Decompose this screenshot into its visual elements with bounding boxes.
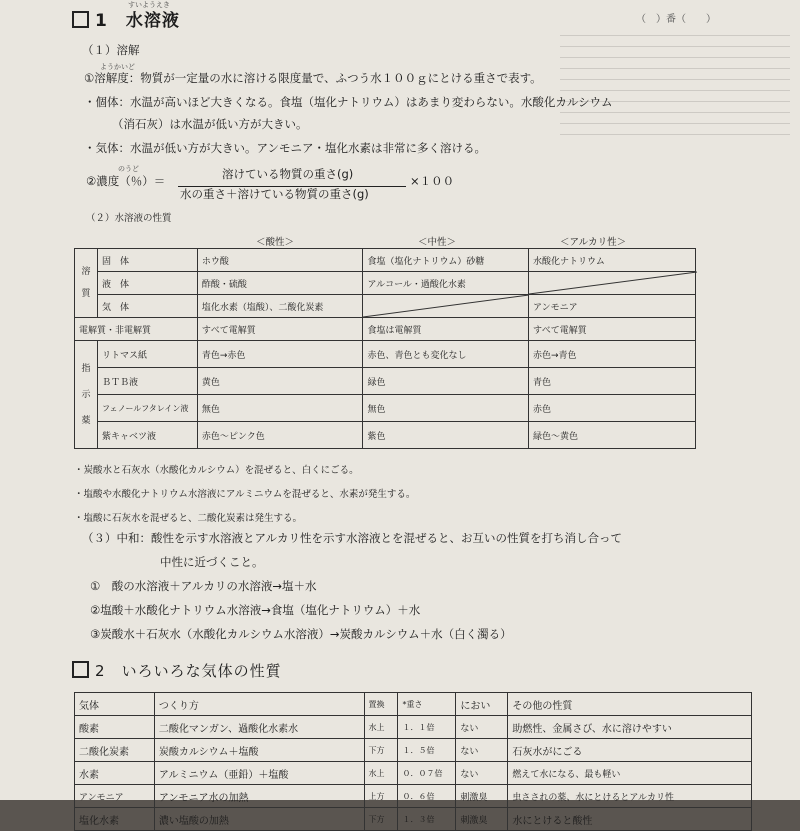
table-row [75, 739, 752, 762]
cell-neutral: アルコール・過酸化水素 [363, 272, 529, 295]
header-gas: 気体 [75, 693, 155, 716]
conc-label: ②濃度（％）＝ [86, 174, 166, 188]
cell-acid: 赤色～ピンク色 [197, 422, 363, 449]
gas-collection: 水上 [364, 716, 398, 739]
cell-alkali-diagonal [528, 272, 695, 295]
col-acid-label: ＜酸性＞ [256, 237, 295, 248]
solute-group-label: 溶質 [75, 249, 98, 318]
conc-denominator: 水の重さ＋溶けている物質の重さ(g) [180, 187, 369, 201]
cell-acid: ホウ酸 [197, 249, 363, 272]
table-row [75, 716, 752, 739]
gas-other: 燃えて水になる、最も軽い [508, 762, 752, 785]
table-row [75, 422, 696, 449]
section-2-number: 2 [95, 662, 106, 680]
s1-heading: （１）溶解 [82, 43, 140, 57]
gas-weight: １．３倍 [398, 808, 456, 831]
conc-times-100: ×１００ [410, 174, 455, 188]
aqueous-properties-table [74, 248, 696, 449]
gas-smell: ない [456, 762, 508, 785]
cell-acid: 酢酸・硫酸 [197, 272, 363, 295]
table-row [75, 318, 696, 341]
header-other: その他の性質 [508, 693, 752, 716]
row-label: ＢＴＢ液 [97, 368, 197, 395]
gas-name: 酸素 [75, 716, 155, 739]
gas-other: 虫さされの薬、水にとけるとアルカリ性 [508, 785, 752, 808]
s1-line-3: （消石灰）は水温が低い方が大きい。 [112, 117, 308, 131]
s3-equation-1: ① 酸の水溶液＋アルカリの水溶液→塩＋水 [90, 579, 317, 593]
cell-alkali: アンモニア [528, 295, 695, 318]
s1-line-1: ①溶解度：物質が一定量の水に溶ける限度量で、ふつう水１００ｇにとける重さで表す。 [84, 71, 542, 85]
row-label: 液 体 [97, 272, 197, 295]
header-name-field: （ ）番（ ） [636, 14, 716, 25]
table-row [75, 395, 696, 422]
checkbox-icon [72, 11, 89, 28]
header-weight: *重さ [398, 693, 456, 716]
table-row [75, 295, 696, 318]
section-1-ruby: すいようえき [128, 1, 170, 9]
cell-acid: すべて電解質 [197, 318, 363, 341]
s1-line-2: ・個体：水温が高いほど大きくなる。食塩（塩化ナトリウム）はあまり変わらない。水酸化カルシウム [84, 95, 613, 109]
cell-neutral: 赤色、青色とも変化なし [363, 341, 529, 368]
col-neutral-label: ＜中性＞ [418, 237, 457, 248]
cell-acid: 無色 [197, 395, 363, 422]
bleed-through-texture [560, 35, 790, 145]
gas-properties-table [74, 692, 752, 831]
gas-smell: ない [456, 716, 508, 739]
gas-method: 炭酸カルシウム＋塩酸 [154, 739, 364, 762]
cell-acid: 青色→赤色 [197, 341, 363, 368]
header-method: つくり方 [154, 693, 364, 716]
row-label: 紫キャベツ液 [97, 422, 197, 449]
s3-line-1: （３）中和：酸性を示す水溶液とアルカリ性を示す水溶液とを混ぜると、お互いの性質を打ち消し合って [82, 531, 623, 545]
cell-neutral-diagonal [363, 295, 529, 318]
gas-method: アルミニウム（亜鉛）＋塩酸 [154, 762, 364, 785]
s3-equation-2: ②塩酸＋水酸化ナトリウム水溶液→食塩（塩化ナトリウム）＋水 [90, 603, 421, 617]
table-row [75, 368, 696, 395]
note-3: ・塩酸に石灰水を混ぜると、二酸化炭素は発生する。 [74, 513, 303, 524]
cell-alkali: 水酸化ナトリウム [528, 249, 695, 272]
gas-name: アンモニア [75, 785, 155, 808]
gas-weight: １．１倍 [398, 716, 456, 739]
cell-acid: 塩化水素（塩酸）、二酸化炭素 [197, 295, 363, 318]
gas-method: 濃い塩酸の加熱 [154, 808, 364, 831]
gas-weight: ０．０７倍 [398, 762, 456, 785]
s3-equation-3: ③炭酸水＋石灰水（水酸化カルシウム水溶液）→炭酸カルシウム＋水（白く濁る） [90, 627, 512, 641]
diagonal-line-icon [363, 295, 529, 317]
cell-alkali: すべて電解質 [528, 318, 695, 341]
header-smell: におい [456, 693, 508, 716]
s2-heading: （２）水溶液の性質 [86, 213, 172, 224]
cell-neutral: 無色 [363, 395, 529, 422]
row-label: 固 体 [97, 249, 197, 272]
table-row [75, 249, 696, 272]
section-1-number: 1 [95, 11, 108, 31]
header-collection: 置換 [364, 693, 398, 716]
table-row [75, 808, 752, 831]
row-label: フェノールフタレイン液 [97, 395, 197, 422]
cell-alkali: 青色 [528, 368, 695, 395]
gas-collection: 下方 [364, 808, 398, 831]
checkbox-icon [72, 661, 89, 678]
row-label: 気 体 [97, 295, 197, 318]
gas-smell: ない [456, 739, 508, 762]
table-row [75, 762, 752, 785]
gas-smell: 刺激臭 [456, 808, 508, 831]
gas-collection: 上方 [364, 785, 398, 808]
table-row [75, 785, 752, 808]
gas-method: アンモニア水の加熱 [154, 785, 364, 808]
gas-collection: 水上 [364, 762, 398, 785]
conc-ruby: のうど [118, 165, 139, 173]
row-label: リトマス紙 [97, 341, 197, 368]
table-header-row [75, 693, 752, 716]
cell-neutral: 緑色 [363, 368, 529, 395]
s3-line-2: 中性に近づくこと。 [160, 555, 264, 569]
cell-acid: 黄色 [197, 368, 363, 395]
gas-weight: ０．６倍 [398, 785, 456, 808]
gas-name: 塩化水素 [75, 808, 155, 831]
gas-weight: １．５倍 [398, 739, 456, 762]
gas-other: 助燃性、金属さび、水に溶けやすい [508, 716, 752, 739]
cell-alkali: 赤色→青色 [528, 341, 695, 368]
gas-name: 二酸化炭素 [75, 739, 155, 762]
s1-l1-ruby: ようかいど [100, 63, 135, 71]
gas-other: 石灰水がにごる [508, 739, 752, 762]
indicator-group-label: 指示薬 [75, 341, 98, 449]
table-row [75, 341, 696, 368]
s1-line-4: ・気体：水温が低い方が大きい。アンモニア・塩化水素は非常に多く溶ける。 [84, 141, 487, 155]
cell-neutral: 紫色 [363, 422, 529, 449]
row-label: 電解質・非電解質 [75, 318, 198, 341]
cell-neutral: 食塩（塩化ナトリウム）砂糖 [363, 249, 529, 272]
note-1: ・炭酸水と石灰水（水酸化カルシウム）を混ぜると、白くにごる。 [74, 465, 359, 476]
note-2: ・塩酸や水酸化ナトリウム水溶液にアルミニウムを混ぜると、水素が発生する。 [74, 489, 416, 500]
gas-collection: 下方 [364, 739, 398, 762]
col-alkali-label: ＜アルカリ性＞ [560, 237, 627, 248]
cell-alkali: 赤色 [528, 395, 695, 422]
diagonal-line-icon [529, 272, 697, 294]
section-2-heading [72, 660, 282, 681]
conc-numerator: 溶けている物質の重さ(g) [222, 167, 354, 181]
gas-method: 二酸化マンガン、過酸化水素水 [154, 716, 364, 739]
table-row [75, 272, 696, 295]
gas-smell: 刺激臭 [456, 785, 508, 808]
cell-alkali: 緑色～黄色 [528, 422, 695, 449]
section-2-title: いろいろな気体の性質 [121, 662, 282, 680]
section-1-title: 水溶液 [125, 11, 180, 31]
cell-neutral: 食塩は電解質 [363, 318, 529, 341]
gas-other: 水にとけると酸性 [508, 808, 752, 831]
gas-name: 水素 [75, 762, 155, 785]
